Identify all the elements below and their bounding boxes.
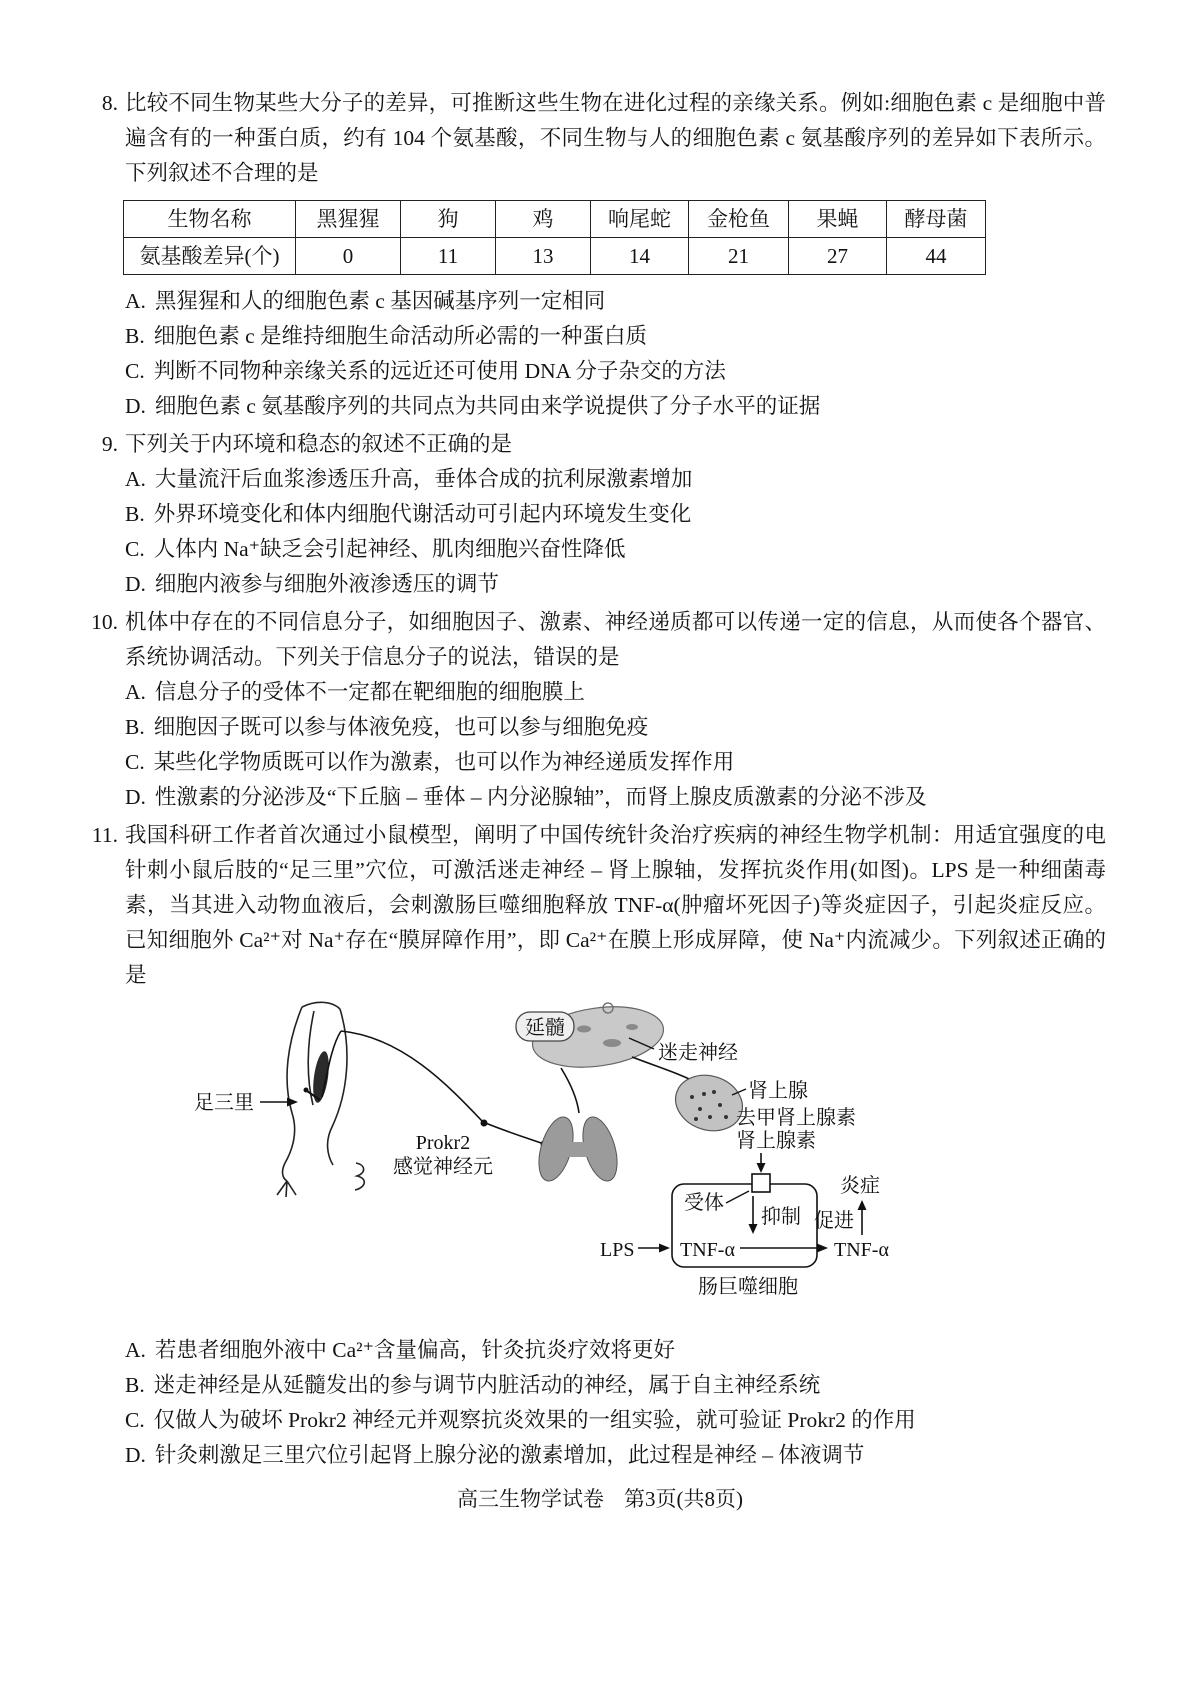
question-8-number: 8. bbox=[101, 91, 118, 115]
nerve-junction-dot bbox=[481, 1120, 488, 1127]
question-11-stem-text: 我国科研工作者首次通过小鼠模型，阐明了中国传统针灸治疗疾病的神经生物学机制：用适宜强度的电针刺小鼠后肢的“足三里”穴位，可激活迷走神经 – 肾上腺轴，发挥抗炎作用(如图)。LPS 是一种细菌毒素，当其进入动物血液后，会刺激肠巨噬细胞释放 TNF-α(肿瘤坏死因子)等炎症因子，引起炎症反应。已知细胞外 Ca²⁺对 Na⁺存在“膜屏障作用”，即 Ca²⁺在膜上形成屏障，使 Na⁺内流减少。下列叙述正确的是 bbox=[125, 823, 1106, 987]
option-letter: B. bbox=[125, 502, 145, 526]
sensory-neuron-label: 感觉神经元 bbox=[393, 1156, 493, 1178]
question-10 bbox=[85, 605, 1106, 815]
option-d bbox=[125, 389, 1106, 424]
vagus-label: 迷走神经 bbox=[658, 1042, 738, 1064]
option-b bbox=[125, 319, 1106, 354]
question-11-options bbox=[85, 1333, 1106, 1473]
tnf-outside-label: TNF-α bbox=[834, 1239, 889, 1261]
option-text: 细胞内液参与细胞外液渗透压的调节 bbox=[154, 572, 499, 596]
receptor-label: 受体 bbox=[684, 1192, 724, 1214]
hormone-arrow bbox=[757, 1153, 766, 1173]
option-b bbox=[125, 497, 1106, 532]
question-11-number: 11. bbox=[91, 823, 118, 847]
question-8 bbox=[85, 86, 1106, 424]
footer-exam-title: 高三生物学试卷 bbox=[457, 1487, 604, 1511]
epinephrine-label: 肾上腺素 bbox=[736, 1130, 816, 1152]
option-text: 细胞因子既可以参与体液免疫，也可以参与细胞免疫 bbox=[153, 715, 649, 739]
option-letter: D. bbox=[125, 394, 146, 418]
macrophage-label: 肠巨噬细胞 bbox=[698, 1276, 798, 1298]
option-text: 迷走神经是从延髓发出的参与调节内脏活动的神经，属于自主神经系统 bbox=[153, 1373, 821, 1397]
option-text: 仅做人为破坏 Prokr2 神经元并观察抗炎效果的一组实验，就可验证 Prokr2 的作用 bbox=[153, 1408, 916, 1432]
question-9-number: 9. bbox=[101, 432, 118, 456]
inhibit-label: 抑制 bbox=[761, 1206, 801, 1228]
table-data-cell: 14 bbox=[591, 238, 689, 275]
question-10-options bbox=[85, 675, 1106, 815]
zusanli-arrow bbox=[260, 1098, 298, 1107]
option-letter: D. bbox=[125, 572, 146, 596]
option-text: 性激素的分泌涉及“下丘脑 – 垂体 – 内分泌腺轴”，而肾上腺皮质激素的分泌不涉及 bbox=[154, 785, 927, 809]
option-a bbox=[125, 1333, 1106, 1368]
table-data-cell: 27 bbox=[789, 238, 887, 275]
table-header-cell: 黑猩猩 bbox=[296, 201, 401, 238]
receptor-square bbox=[752, 1174, 770, 1192]
option-c bbox=[125, 745, 1106, 780]
adrenal-label: 肾上腺 bbox=[748, 1080, 808, 1102]
acupuncture-pathway-diagram bbox=[180, 997, 900, 1327]
page-footer bbox=[0, 1483, 1200, 1513]
option-text: 黑猩猩和人的细胞色素 c 基因碱基序列一定相同 bbox=[154, 289, 606, 313]
table-data-cell: 氨基酸差异(个) bbox=[124, 238, 296, 275]
table-header-cell: 狗 bbox=[401, 201, 496, 238]
option-letter: C. bbox=[125, 1408, 145, 1432]
question-11-stem bbox=[85, 818, 1106, 993]
option-letter: C. bbox=[125, 359, 145, 383]
promote-arrow bbox=[858, 1200, 867, 1235]
question-9-options bbox=[85, 462, 1106, 602]
question-10-number: 10. bbox=[91, 610, 118, 634]
table-header-cell: 生物名称 bbox=[124, 201, 296, 238]
question-11 bbox=[85, 818, 1106, 1473]
option-letter: A. bbox=[125, 467, 146, 491]
option-letter: B. bbox=[125, 324, 145, 348]
option-letter: D. bbox=[125, 1443, 146, 1467]
tnf-inside-label: TNF-α bbox=[680, 1239, 735, 1261]
option-letter: B. bbox=[125, 715, 145, 739]
mouse-paw-squiggle bbox=[355, 1163, 364, 1190]
promote-label: 促进 bbox=[814, 1210, 854, 1232]
option-letter: D. bbox=[125, 785, 146, 809]
lps-label: LPS bbox=[600, 1239, 635, 1261]
option-letter: A. bbox=[125, 680, 146, 704]
option-d bbox=[125, 780, 1106, 815]
question-9 bbox=[85, 427, 1106, 602]
option-text: 细胞色素 c 氨基酸序列的共同点为共同由来学说提供了分子水平的证据 bbox=[154, 394, 821, 418]
option-b bbox=[125, 1368, 1106, 1403]
question-8-options bbox=[85, 284, 1106, 424]
question-9-stem bbox=[85, 427, 1106, 462]
norepinephrine-label: 去甲肾上腺素 bbox=[736, 1107, 856, 1129]
option-c bbox=[125, 532, 1106, 567]
table-data-row bbox=[124, 238, 986, 275]
spinal-cord-section bbox=[532, 1113, 623, 1185]
table-data-cell: 13 bbox=[496, 238, 591, 275]
table-header-cell: 金枪鱼 bbox=[689, 201, 789, 238]
option-c bbox=[125, 354, 1106, 389]
question-8-stem-text: 比较不同生物某些大分子的差异，可推断这些生物在进化过程的亲缘关系。例如:细胞色素 c 是细胞中普遍含有的一种蛋白质，约有 104 个氨基酸，不同生物与人的细胞色素 c 氨基酸序列的差异如下表所示。下列叙述不合理的是 bbox=[125, 91, 1106, 185]
option-b bbox=[125, 710, 1106, 745]
option-letter: A. bbox=[125, 289, 146, 313]
option-d bbox=[125, 567, 1106, 602]
footer-page-number: 第3页(共8页) bbox=[624, 1487, 743, 1511]
table-data-cell: 0 bbox=[296, 238, 401, 275]
option-text: 大量流汗后血浆渗透压升高，垂体合成的抗利尿激素增加 bbox=[154, 467, 693, 491]
option-text: 人体内 Na⁺缺乏会引起神经、肌肉细胞兴奋性降低 bbox=[153, 537, 626, 561]
option-text: 细胞色素 c 是维持细胞生命活动所必需的一种蛋白质 bbox=[153, 324, 648, 348]
option-a bbox=[125, 462, 1106, 497]
inflammation-label: 炎症 bbox=[840, 1175, 880, 1197]
amino-acid-difference-table bbox=[123, 200, 986, 275]
option-letter: C. bbox=[125, 537, 145, 561]
option-letter: B. bbox=[125, 1373, 145, 1397]
table-header-row bbox=[124, 201, 986, 238]
option-text: 若患者细胞外液中 Ca²⁺含量偏高，针灸抗炎疗效将更好 bbox=[154, 1338, 675, 1362]
option-text: 判断不同物种亲缘关系的远近还可使用 DNA 分子杂交的方法 bbox=[153, 359, 726, 383]
question-8-stem bbox=[85, 86, 1106, 191]
question-10-stem bbox=[85, 605, 1106, 675]
table-header-cell: 酵母菌 bbox=[887, 201, 986, 238]
mouse-toes bbox=[277, 1181, 296, 1197]
question-10-stem-text: 机体中存在的不同信息分子，如细胞因子、激素、神经递质都可以传递一定的信息，从而使各个器官、系统协调活动。下列关于信息分子的说法，错误的是 bbox=[125, 610, 1106, 669]
table-data-cell: 11 bbox=[401, 238, 496, 275]
zusanli-label: 足三里 bbox=[194, 1092, 254, 1114]
table-header-cell: 响尾蛇 bbox=[591, 201, 689, 238]
question-9-stem-text: 下列关于内环境和稳态的叙述不正确的是 bbox=[125, 432, 513, 456]
medulla-label: 延髓 bbox=[525, 1017, 565, 1039]
q11-diagram-container bbox=[180, 997, 900, 1327]
option-a bbox=[125, 284, 1106, 319]
option-letter: A. bbox=[125, 1338, 146, 1362]
option-letter: C. bbox=[125, 750, 145, 774]
lps-arrow bbox=[638, 1244, 670, 1253]
table-header-cell: 鸡 bbox=[496, 201, 591, 238]
option-a bbox=[125, 675, 1106, 710]
option-text: 针灸刺激足三里穴位引起肾上腺分泌的激素增加，此过程是神经 – 体液调节 bbox=[154, 1443, 865, 1467]
option-d bbox=[125, 1438, 1106, 1473]
prokr2-label: Prokr2 bbox=[415, 1132, 471, 1154]
table-data-cell: 21 bbox=[689, 238, 789, 275]
table-data-cell: 44 bbox=[887, 238, 986, 275]
option-text: 信息分子的受体不一定都在靶细胞的细胞膜上 bbox=[154, 680, 585, 704]
table-header-cell: 果蝇 bbox=[789, 201, 887, 238]
option-text: 外界环境变化和体内细胞代谢活动可引起内环境发生变化 bbox=[153, 502, 692, 526]
option-c bbox=[125, 1403, 1106, 1438]
option-text: 某些化学物质既可以作为激素，也可以作为神经递质发挥作用 bbox=[153, 750, 735, 774]
